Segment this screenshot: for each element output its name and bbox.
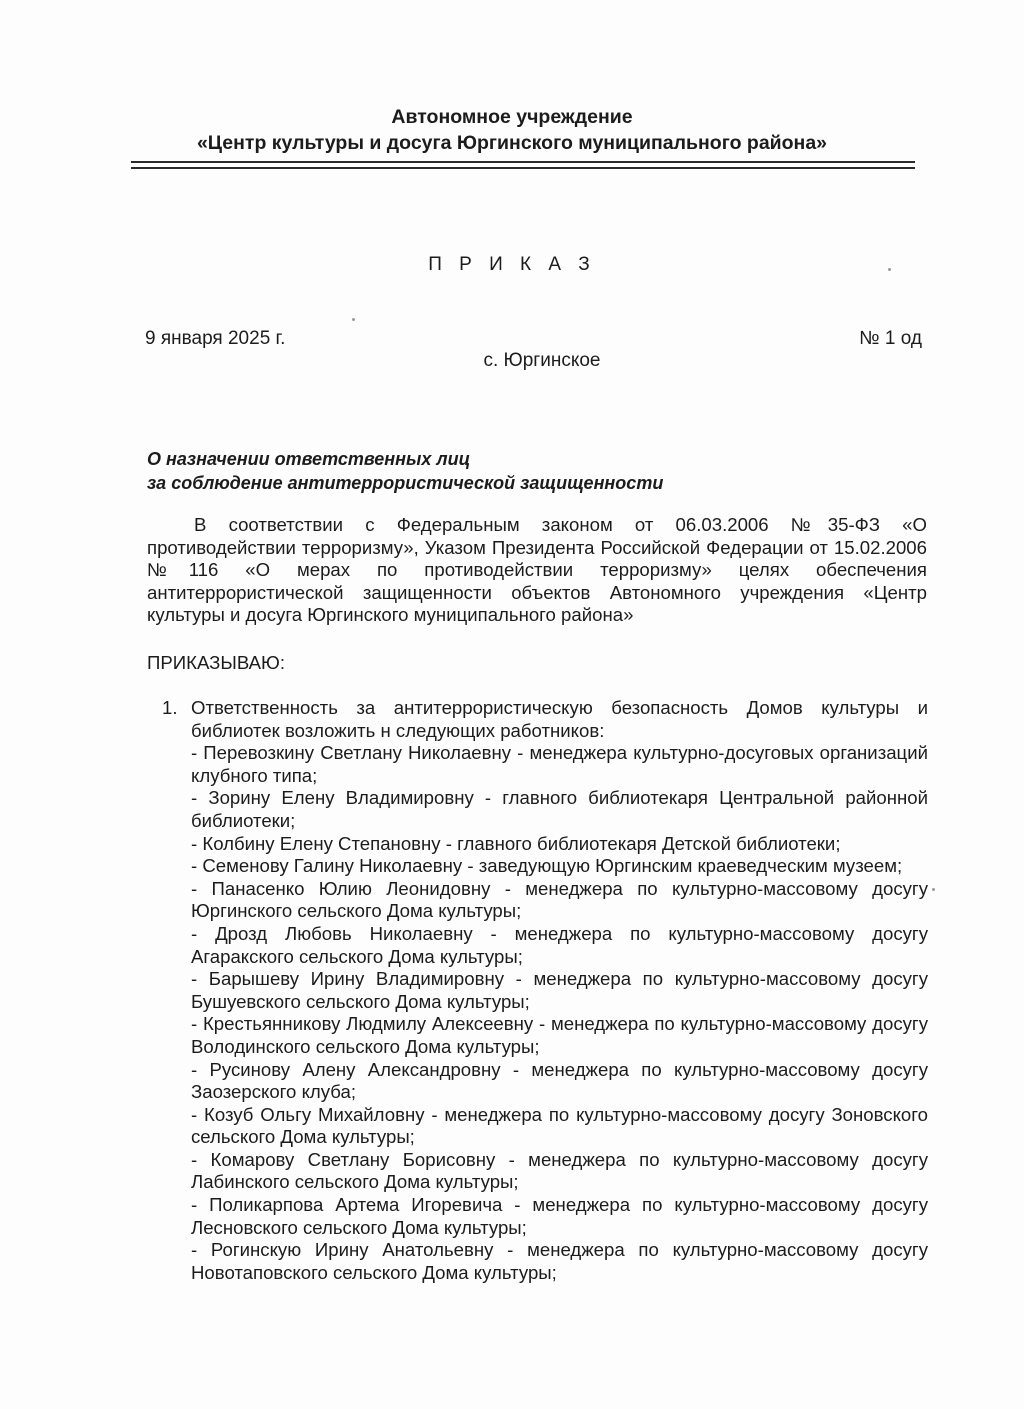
- order-subject: [147, 447, 663, 495]
- organization-header: [0, 104, 1024, 156]
- header-rule-bottom: [131, 167, 915, 169]
- responsible-person-entry: - Перевозкину Светлану Николаевну - менеджера культурно-досуговых организаций клубного типа;: [191, 742, 928, 786]
- scan-speck: [932, 888, 935, 891]
- preamble-paragraph: В соответствии с Федеральным законом от 06.03.2006 №35-ФЗ «О противодействии терроризму», Указом Президента Российской Федерации от 15.02.2006 №116 «О мерах по противодействии терроризму» целях обеспечения антитеррористической защищенности объектов Автономного учреждения «Центр культуры и досуга Юргинского муниципального района»: [147, 514, 927, 625]
- decree-heading: ПРИКАЗЫВАЮ:: [147, 652, 285, 673]
- responsible-person-entry: - Семенову Галину Николаевну - заведующую Юргинским краеведческим музеем;: [191, 855, 903, 877]
- subject-line-2: за соблюдение антитеррористической защищенности: [147, 473, 664, 493]
- responsible-person-entry: - Панасенко Юлию Леонидовну - менеджера по культурно-массовому досугу Юргинского сельского Дома культуры;: [191, 877, 928, 922]
- organization-type: Автономное учреждение: [391, 106, 633, 128]
- item-intro: Ответственность за антитеррористическую безопасность Домов культуры и библиотек возложить н следующих работников:: [191, 697, 928, 741]
- order-items-list: [162, 697, 928, 1284]
- responsible-person-entry: - Рогинскую Ирину Анатольевну - менеджера по культурно-массовому досугу Новотаповского сельского Дома культуры;: [191, 1239, 928, 1283]
- order-title: П Р И К А З: [428, 254, 596, 275]
- order-place: с. Юргинское: [483, 350, 601, 371]
- item-body: [191, 697, 928, 1284]
- order-number: № 1 од: [859, 328, 922, 349]
- responsible-person-entry: - Поликарпова Артема Игоревича - менеджера по культурно-массовому досугу Лесновского сельского Дома культуры;: [191, 1194, 928, 1238]
- scan-speck: [352, 318, 355, 321]
- subject-line-1: О назначении ответственных лиц: [147, 449, 471, 469]
- responsible-person-entry: - Комарову Светлану Борисовну - менеджера по культурно-массовому досугу Лабинского сельского Дома культуры;: [191, 1148, 928, 1193]
- order-date: 9 января 2025 г.: [145, 328, 286, 349]
- responsible-person-entry: - Русинову Алену Александровну - менеджера по культурно-массовому досугу Заозерского клуба;: [191, 1058, 928, 1103]
- header-rule-top: [131, 161, 915, 163]
- responsible-person-entry: - Дрозд Любовь Николаевну - менеджера по культурно-массовому досугу Агаракского сельского Дома культуры;: [191, 922, 928, 967]
- item-number: 1.: [162, 697, 178, 718]
- responsible-person-entry: - Барышеву Ирину Владимировну - менеджера по культурно-массовому досугу Бушуевского сельского Дома культуры;: [191, 968, 928, 1012]
- responsible-person-entry: - Крестьянникову Людмилу Алексеевну - менеджера по культурно-массовому досугу Володинского сельского Дома культуры;: [191, 1013, 928, 1057]
- organization-name: «Центр культуры и досуга Юргинского муниципального района»: [196, 132, 828, 154]
- responsible-person-entry: - Козуб Ольгу Михайловну - менеджера по культурно-массовому досугу Зоновского сельского Дома культуры;: [191, 1103, 928, 1148]
- scan-speck: [888, 268, 891, 271]
- responsible-person-entry: - Колбину Елену Степановну - главного библиотекаря Детской библиотеки;: [191, 832, 841, 854]
- responsible-person-entry: - Зорину Елену Владимировну - главного библиотекаря Центральной районной библиотеки;: [191, 787, 928, 831]
